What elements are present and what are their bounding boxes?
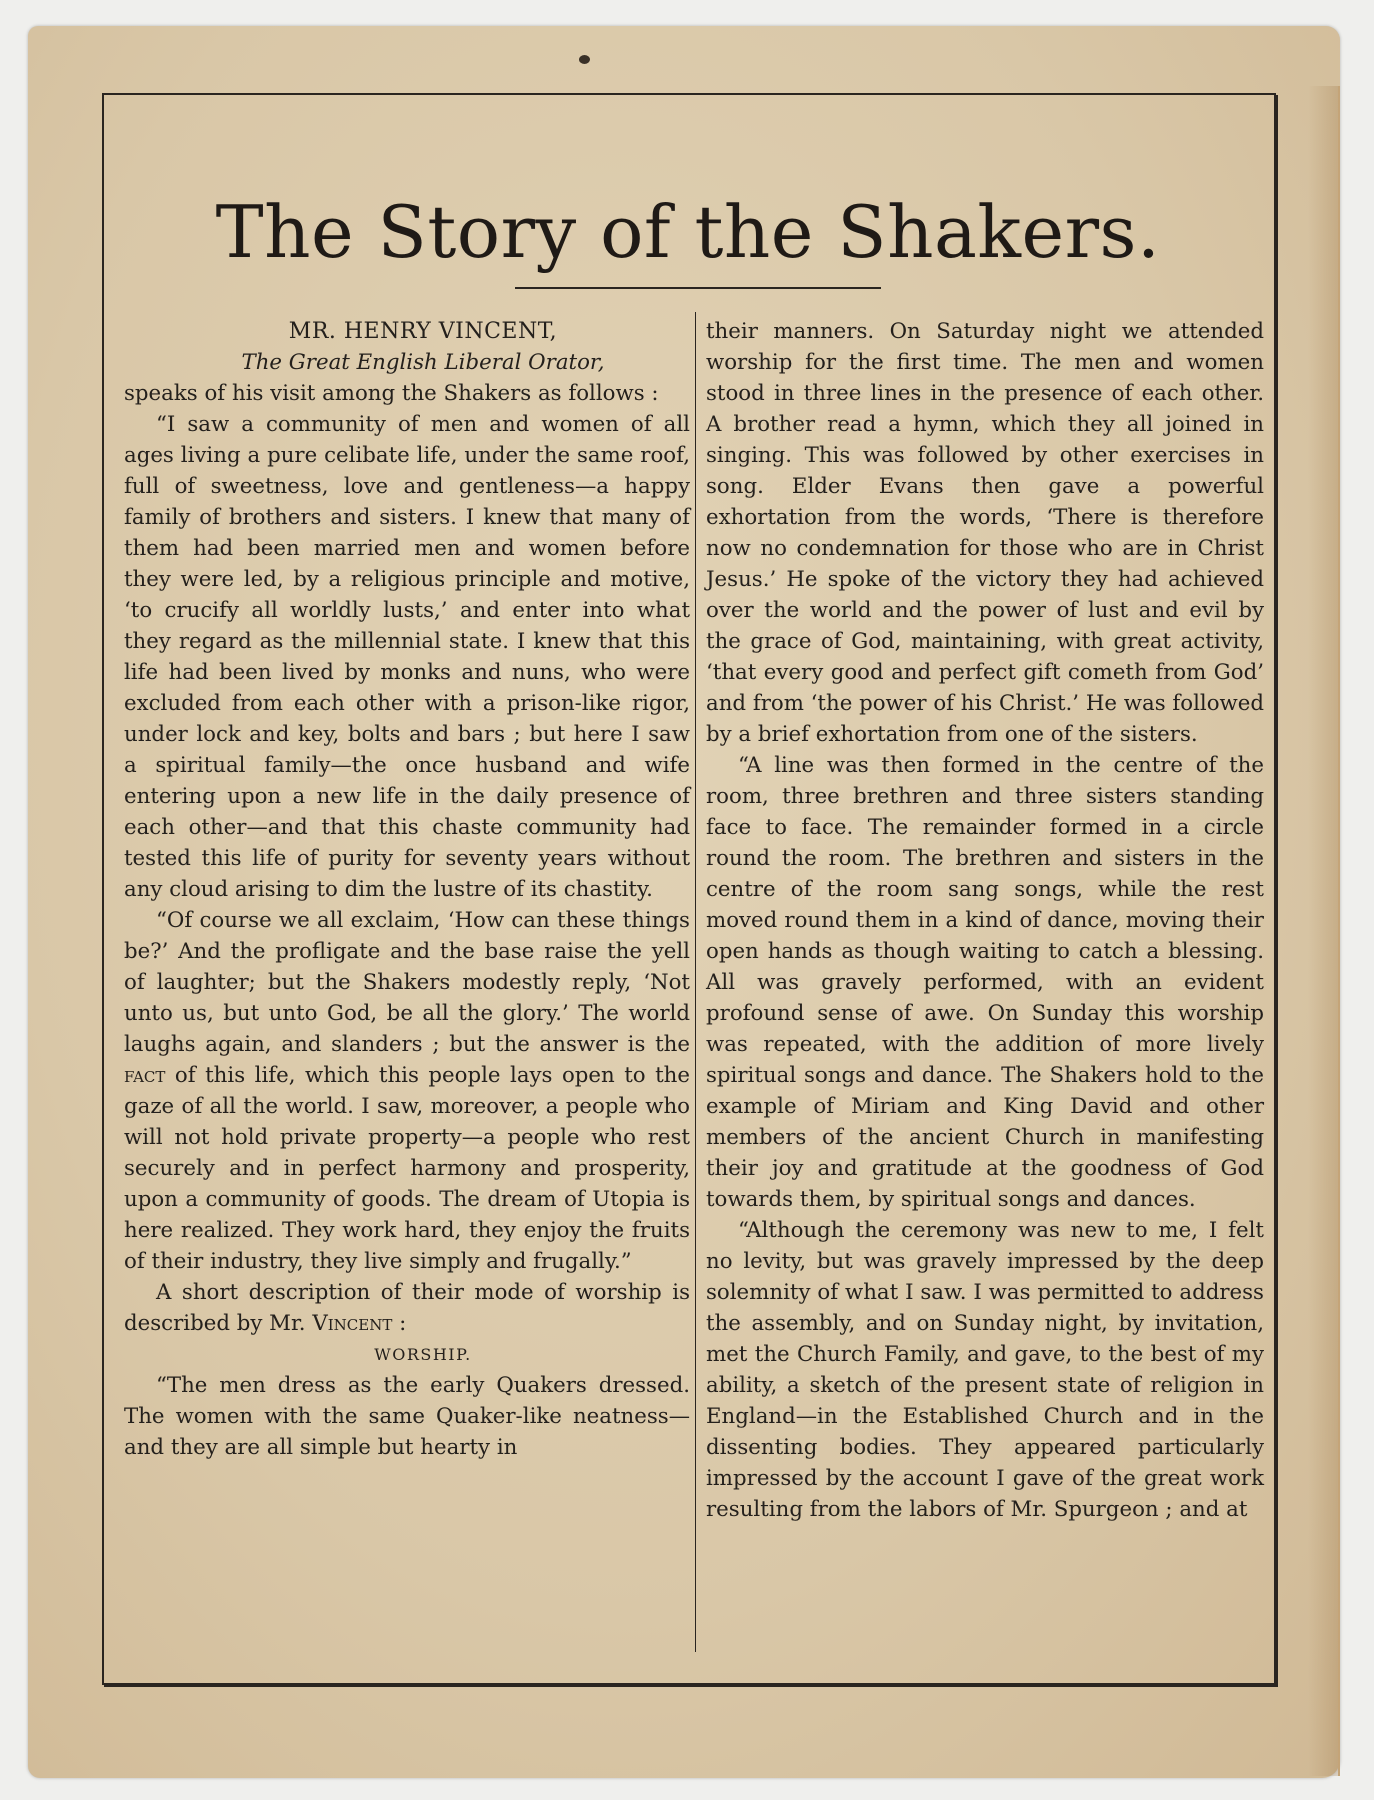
paragraph-text: of this life, which this people lays open to the gaze of all the world. I saw, moreover, a people who will not hold private property—a people who rest securely and in perfect harmony and prosperity, upon a community of goods. The dream of Utopia is here realized. They work hard, they enjoy the fruits of their industry, they live simply and frugally.” <box>124 1063 690 1274</box>
paragraph-text: “Of course we all exclaim, ‘How can these things be?’ And the profligate and the base raise the yell of laughter; but the Shakers modestly reply, ‘Not unto us, but unto God, be all the glory.’ The world laughs again, and slanders ; but the answer is the <box>124 908 690 1057</box>
paragraph <box>124 1277 690 1339</box>
intro-paragraph: speaks of his visit among the Shakers as follows : <box>124 381 659 406</box>
paragraph: “A line was then formed in the centre of the room, three brethren and three sisters standing face to face. The remainder formed in a circle round the room. The brethren and sisters in the centre of the room sang songs, while the rest moved round them in a kind of dance, moving their open hands as though waiting to catch a blessing. All was gravely performed, with an evident profound sense of awe. On Sunday this worship was repeated, with the addition of more lively spiritual songs and dance. The Shakers hold to the example of Miriam and King David and other members of the ancient Church in manifesting their joy and gratitude at the goodness of God towards them, by spiritual songs and dances. <box>706 753 1264 1212</box>
column-divider <box>695 312 696 1652</box>
article-title: The Story of the Shakers. <box>215 190 1161 274</box>
paragraph: “Although the ceremony was new to me, I felt no levity, but was gravely impressed by the deep solemnity of what I saw. I was permitted to address the assembly, and on Sunday night, by invitation, met the Church Family, and gave, to the best of my ability, a sketch of the present state of religion in England—in the Established Church and in the dissenting bodies. They appeared particularly impressed by the account I gave of the great work resulting from the labors of Mr. Spurgeon ; and at <box>706 1218 1264 1522</box>
title-rule <box>515 287 881 289</box>
byline: MR. HENRY VINCENT, <box>288 319 558 344</box>
punch-hole <box>579 55 590 64</box>
paragraph-text: A short description of their mode of worship is described by Mr. <box>124 1280 690 1336</box>
vincent-name: Vincent <box>312 1311 393 1336</box>
paragraph: “I saw a community of men and women of all ages living a pure celibate life, under the same roof, full of sweetness, love and gentleness—a happy family of brothers and sisters. I knew that many of them had been married men and women before they were led, by a religious principle and motive, ‘to crucify all worldly lusts,’ and enter into what they regard as the millennial state. I knew that this life had been lived by monks and nuns, who were excluded from each other with a prison-like rigor, under lock and key, bolts and bars ; but here I saw a spiritual family—the once husband and wife entering upon a new life in the daily presence of each other—and that this chaste community had tested this life of purity for seventy years without any cloud arising to dim the lustre of its chastity. <box>124 412 690 902</box>
paragraph: “The men dress as the early Quakers dressed. The women with the same Quaker-like neatness—and they are all simple but hearty in <box>124 1373 690 1460</box>
tagline: The Great English Liberal Orator, <box>241 350 605 375</box>
fact-word: fact <box>124 1063 166 1088</box>
paragraph: their manners. On Saturday night we attended worship for the first time. The men and women stood in three lines in the presence of each other. A brother read a hymn, which they all joined in singing. This was followed by other exercises in song. Elder Evans then gave a powerful exhortation from the words, ‘There is therefore now no condemnation for those who are in Christ Jesus.’ He spoke of the victory they had achieved over the world and the power of lust and evil by the grace of God, maintaining, with great activity, ‘that every good and perfect gift cometh from God’ and from ‘the power of his Christ.’ He was followed by a brief exhortation from one of the sisters. <box>706 319 1265 747</box>
left-column <box>124 316 690 1463</box>
paragraph-text: : <box>399 1311 407 1336</box>
worship-heading: WORSHIP. <box>374 1345 472 1364</box>
right-column <box>706 316 1264 1525</box>
paragraph <box>124 905 690 1277</box>
torn-edge <box>1308 86 1340 1776</box>
